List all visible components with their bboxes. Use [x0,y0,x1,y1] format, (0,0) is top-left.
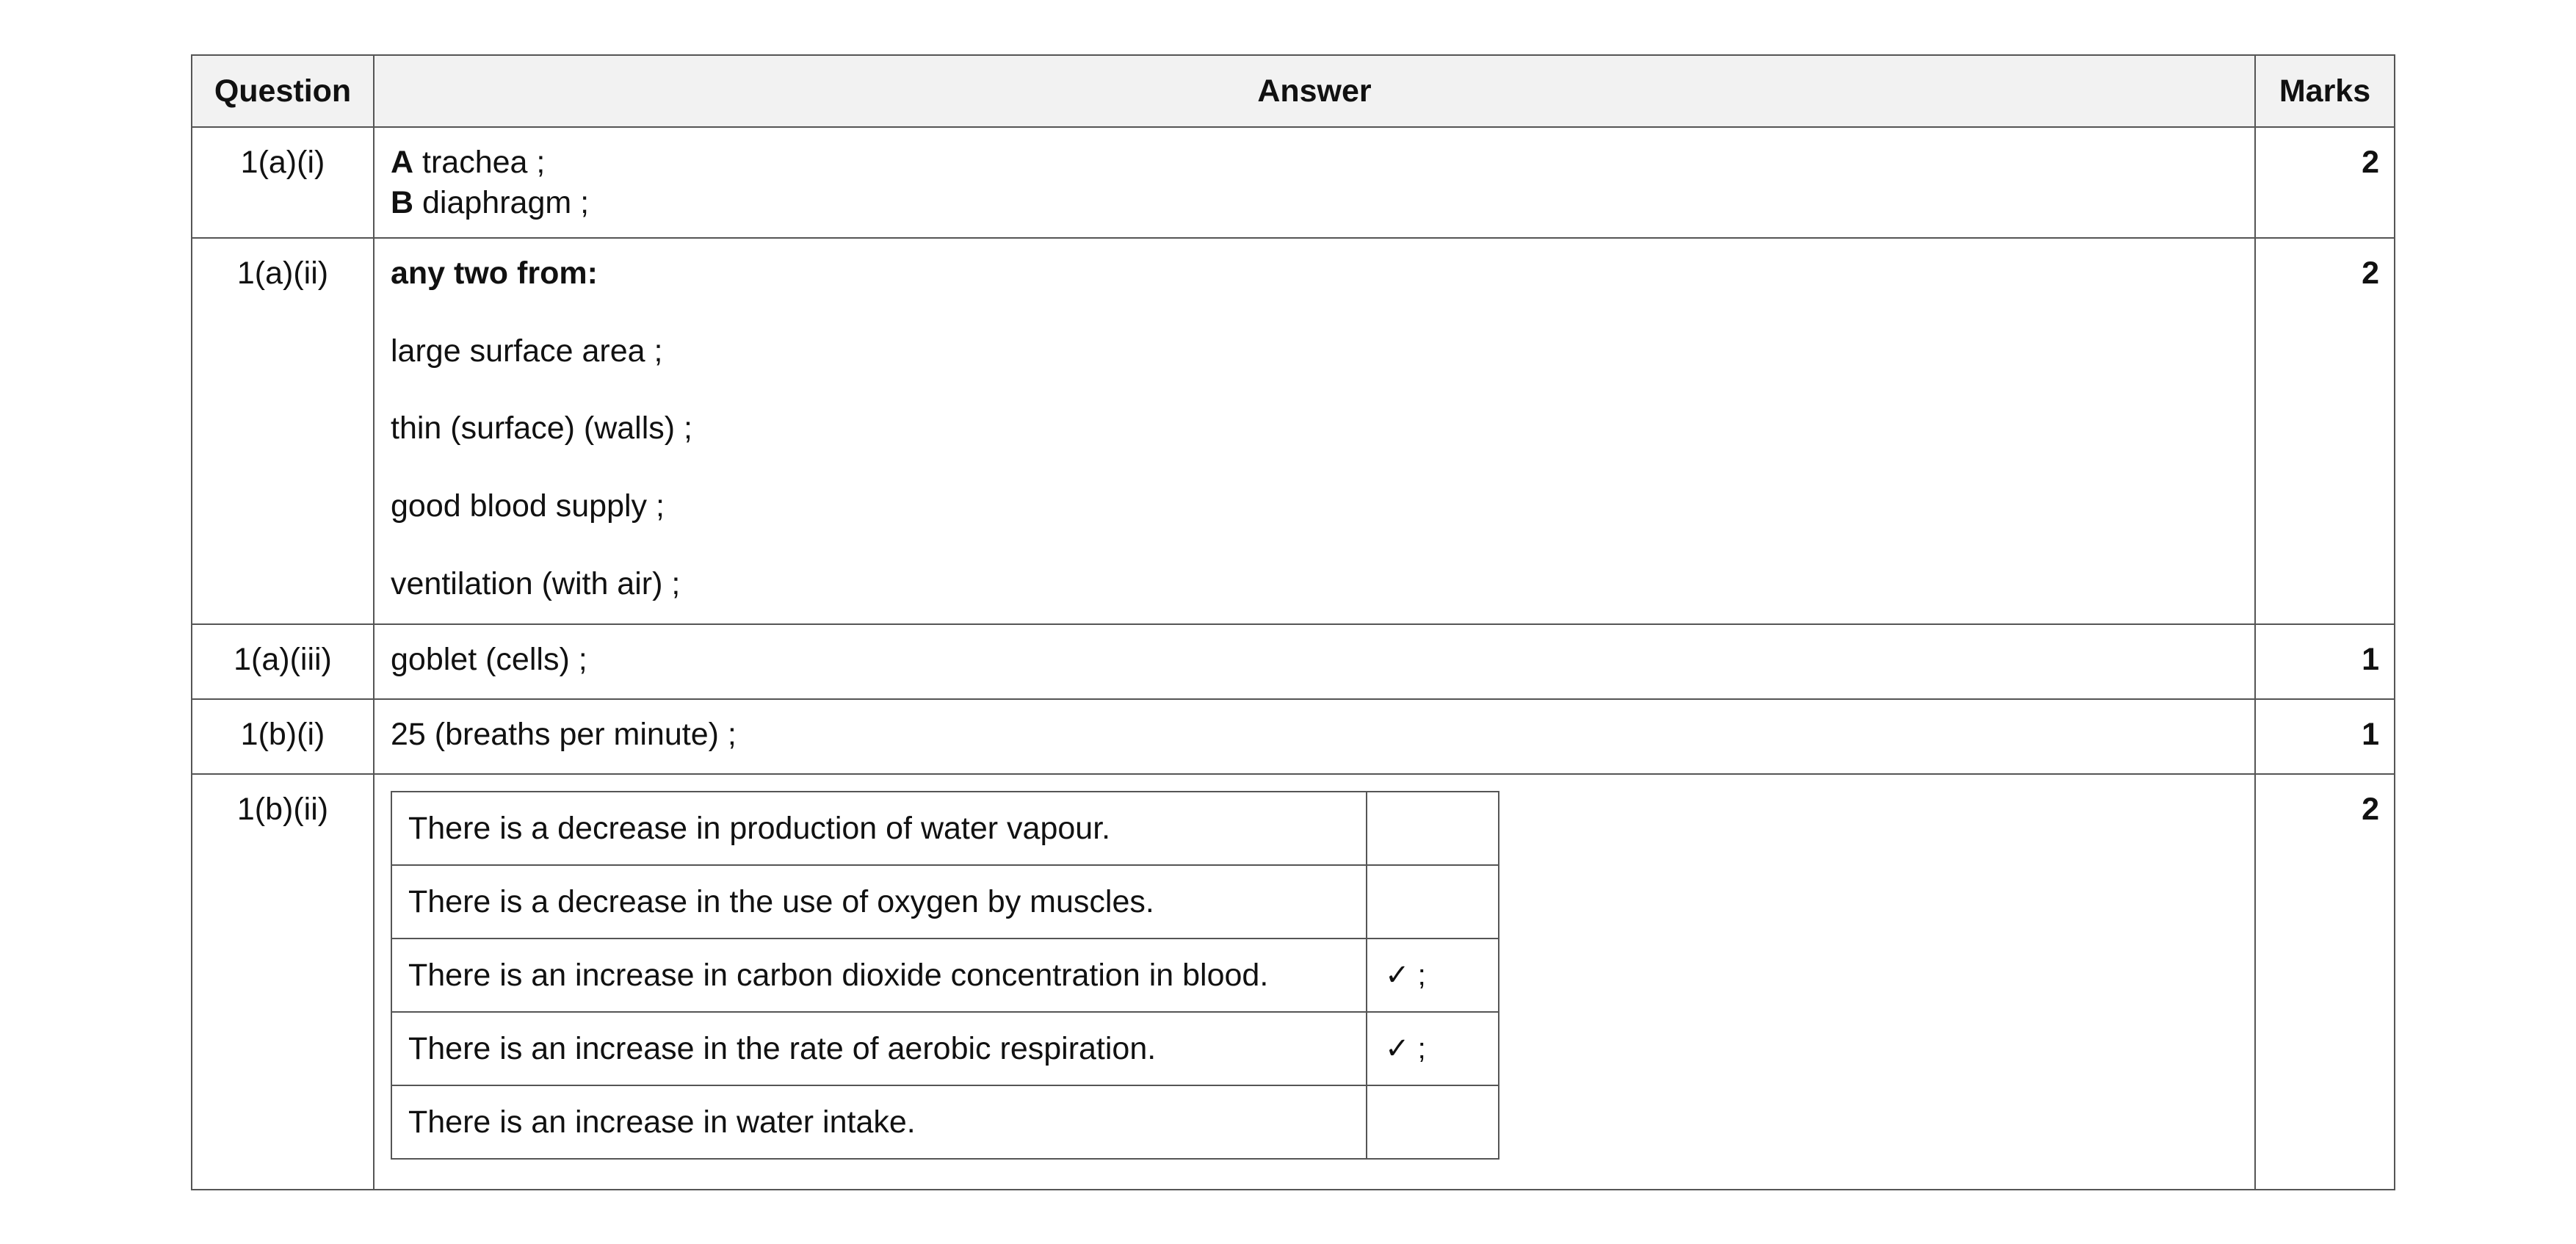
header-marks: Marks [2255,55,2395,127]
table-row [192,774,2395,1190]
question-number: 1(a)(iii) [192,624,374,699]
answer-point: large surface area ; [391,333,663,369]
statement-row [391,939,1499,1012]
header-answer: Answer [374,55,2255,127]
statement-tick [1367,1085,1499,1159]
question-number: 1(a)(ii) [192,238,374,624]
header-question: Question [192,55,374,127]
marks-value: 2 [2255,127,2395,238]
answer-text: diaphragm ; [413,184,590,220]
statement-row [391,1085,1499,1159]
marks-value: 1 [2255,699,2395,774]
statement-text: There is a decrease in production of water vapour. [391,792,1367,865]
label-a: A [391,145,414,180]
question-number: 1(b)(i) [192,699,374,774]
label-b: B [391,184,414,220]
statement-tick [1367,865,1499,939]
answer-cell [374,774,2255,1190]
answer-point: good blood supply ; [391,488,665,524]
mark-scheme-table [191,54,2395,1190]
question-number: 1(b)(ii) [192,774,374,1190]
statement-text: There is an increase in the rate of aerobic respiration. [391,1012,1367,1085]
statement-text: There is a decrease in the use of oxygen by muscles. [391,865,1367,939]
statement-row [391,1012,1499,1085]
answer-point: ventilation (with air) ; [391,565,681,601]
statement-tick: ✓ ; [1367,1012,1499,1085]
header-row [192,55,2395,127]
answer-cell: goblet (cells) ; [374,624,2255,699]
statement-text: There is an increase in carbon dioxide concentration in blood. [391,939,1367,1012]
answer-intro: any two from: [391,256,598,292]
statement-tick: ✓ ; [1367,939,1499,1012]
answer-cell [374,238,2255,624]
answer-text: trachea ; [413,145,546,180]
answer-point: thin (surface) (walls) ; [391,411,692,446]
table-row [192,699,2395,774]
table-row [192,624,2395,699]
statement-text: There is an increase in water intake. [391,1085,1367,1159]
question-number: 1(a)(i) [192,127,374,238]
marks-value: 2 [2255,238,2395,624]
answer-line [391,142,2240,183]
marks-value: 2 [2255,774,2395,1190]
statement-table [391,791,1499,1160]
table-row [192,127,2395,238]
marks-value: 1 [2255,624,2395,699]
statement-tick [1367,792,1499,865]
answer-cell: 25 (breaths per minute) ; [374,699,2255,774]
answer-cell [374,127,2255,238]
table-row [192,238,2395,624]
answer-line [391,183,2240,223]
statement-row [391,865,1499,939]
statement-row [391,792,1499,865]
